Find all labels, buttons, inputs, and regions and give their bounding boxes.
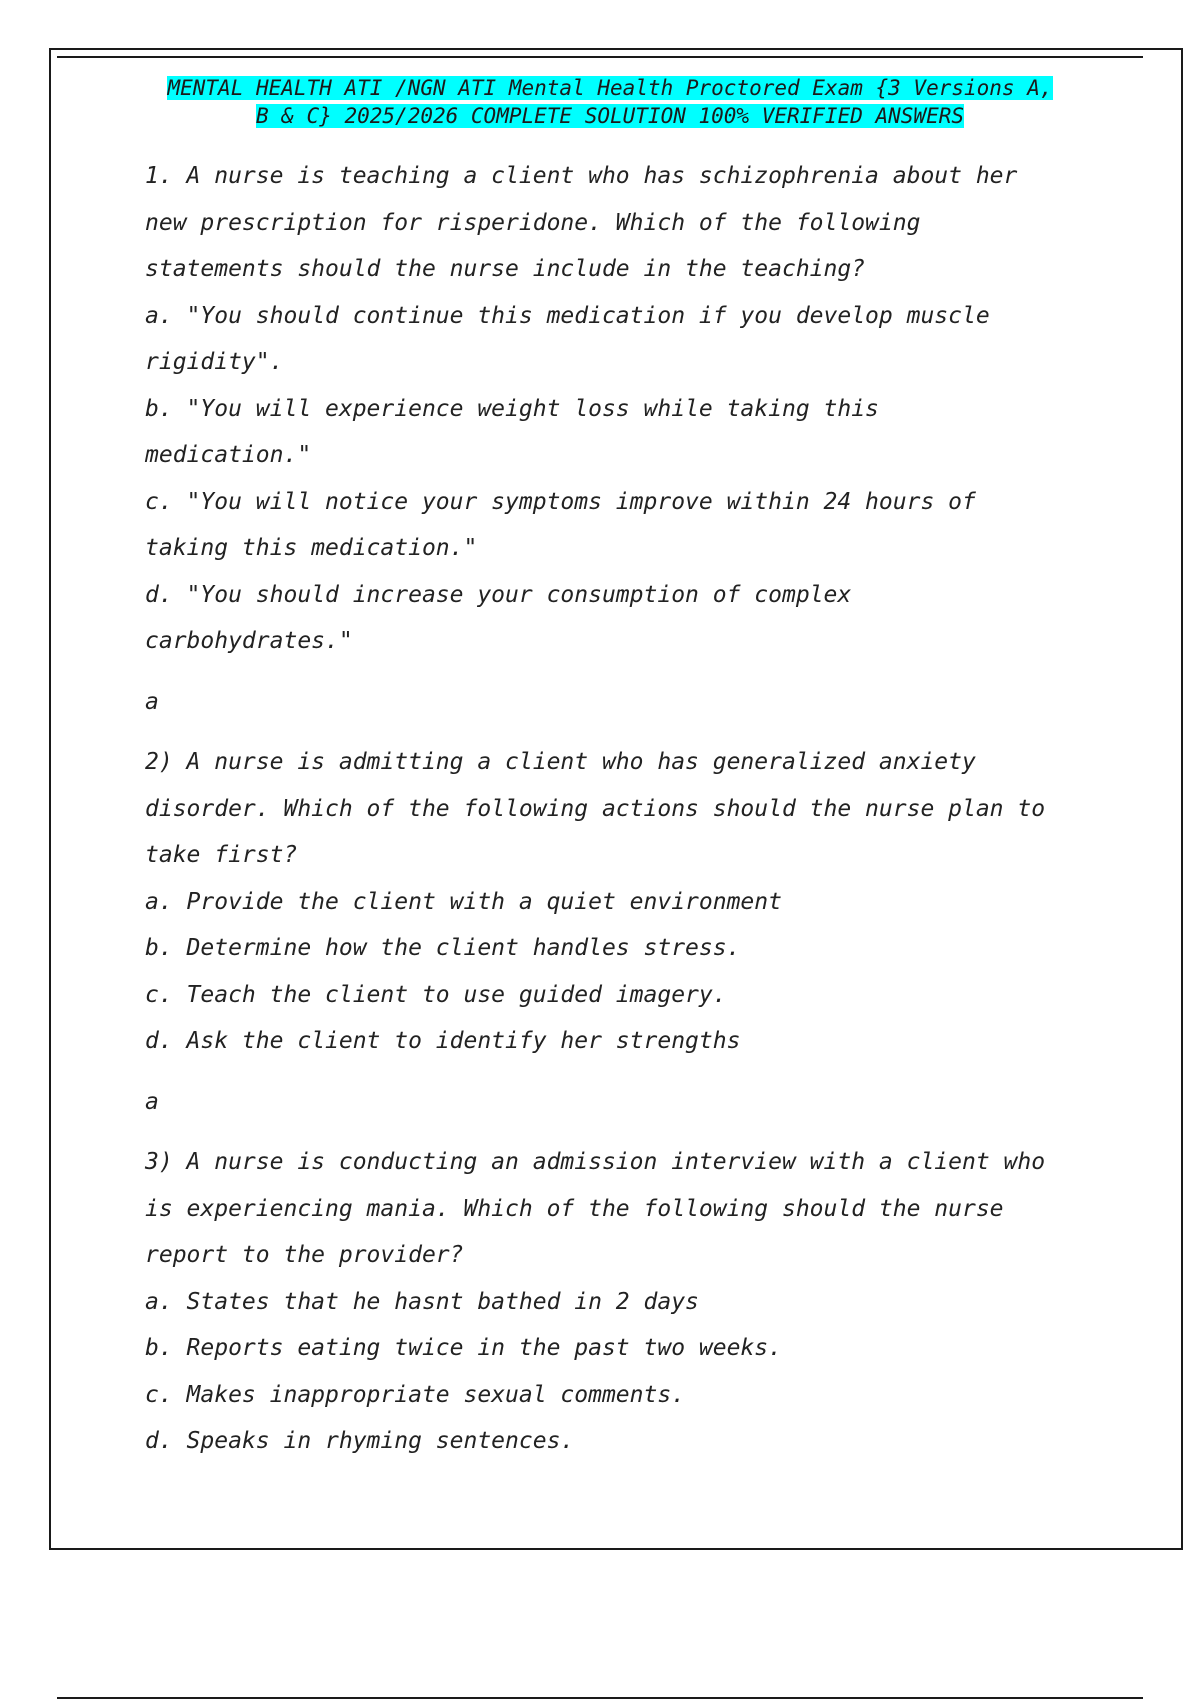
question-stem-line: is experiencing mania. Which of the following should the nurse — [145, 1195, 1004, 1222]
question-stem-line: 1. A nurse is teaching a client who has schizophrenia about her — [145, 163, 1018, 189]
question-stem-line: take first? — [145, 842, 298, 868]
option-d-continued: carbohydrates." — [145, 628, 353, 654]
option-d: d. Ask the client to identify her strengths — [145, 1028, 741, 1054]
option-d: d. Speaks in rhyming sentences. — [145, 1428, 575, 1454]
option-b: b. Reports eating twice in the past two weeks. — [145, 1335, 782, 1361]
option-d: d. "You should increase your consumption of complex — [145, 581, 852, 608]
top-rule — [57, 56, 1143, 58]
question-stem-line: disorder. Which of the following actions should the nurse plan to — [145, 795, 1046, 822]
option-a: a. States that he hasnt bathed in 2 days — [145, 1288, 699, 1315]
question-stem-line: report to the provider? — [145, 1242, 464, 1268]
option-c: c. Makes inappropriate sexual comments. — [145, 1381, 686, 1408]
question-list — [145, 153, 1095, 1465]
option-c: c. Teach the client to use guided imagery. — [145, 981, 727, 1008]
answer: a — [145, 1088, 159, 1115]
option-c: c. "You will notice your symptoms improve within 24 hours of — [145, 488, 976, 515]
question-stem-line: statements should the nurse include in the teaching? — [145, 256, 866, 282]
option-b: b. Determine how the client handles stress. — [145, 935, 741, 961]
option-b: b. "You will experience weight loss while taking this — [145, 395, 879, 422]
option-a: a. "You should continue this medication if you develop muscle — [145, 302, 990, 329]
question-2 — [145, 739, 1095, 1125]
answer: a — [145, 688, 159, 715]
question-stem-line: 3) A nurse is conducting an admission interview with a client who — [145, 1149, 1046, 1175]
question-stem-line: new prescription for risperidone. Which of the following — [145, 209, 921, 236]
document-title — [120, 74, 1100, 130]
question-1 — [145, 153, 1095, 725]
question-3 — [145, 1139, 1095, 1465]
option-a: a. Provide the client with a quiet environment — [145, 888, 782, 915]
document-title-line-1: MENTAL HEALTH ATI /NGN ATI Mental Health Proctored Exam {3 Versions A, — [167, 76, 1053, 100]
question-stem-line: 2) A nurse is admitting a client who has generalized anxiety — [145, 749, 976, 775]
option-b-continued: medication." — [145, 442, 312, 468]
bottom-rule — [57, 1697, 1143, 1699]
option-a-continued: rigidity". — [145, 349, 284, 375]
option-c-continued: taking this medication." — [145, 535, 478, 561]
document-title-line-2: B & C} 2025/2026 COMPLETE SOLUTION 100% VERIFIED ANSWERS — [255, 104, 964, 128]
